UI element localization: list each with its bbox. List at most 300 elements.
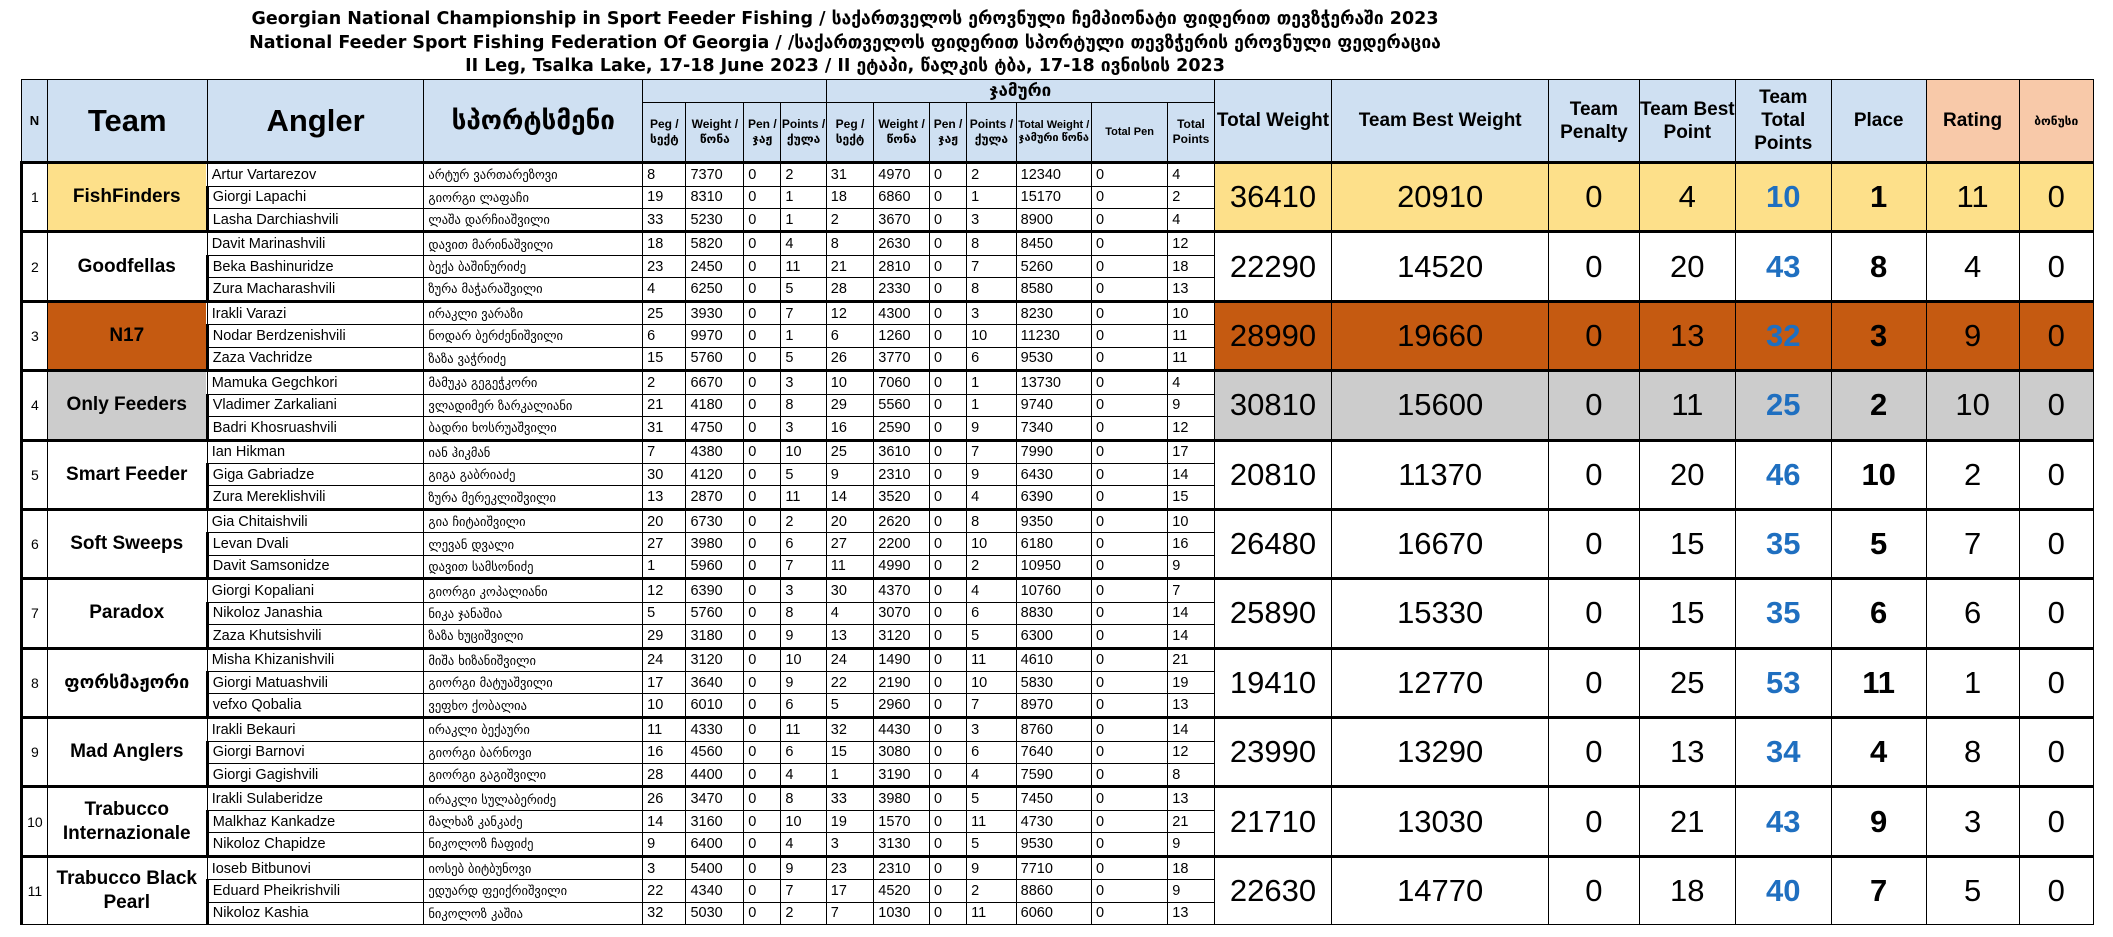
angler-tp: 14 <box>1168 625 1214 649</box>
team-name: Trabucco Internazionale <box>47 787 207 856</box>
angler-peg2: 2 <box>826 208 873 232</box>
angler-tp: 14 <box>1168 602 1214 624</box>
team-number: 10 <box>22 787 48 856</box>
angler-tpen: 0 <box>1091 672 1167 694</box>
angler-peg2: 21 <box>826 255 873 277</box>
angler-pt1: 2 <box>781 902 826 924</box>
angler-pt2: 4 <box>967 579 1017 603</box>
angler-tp: 12 <box>1168 232 1214 256</box>
angler-tw: 8830 <box>1016 602 1091 624</box>
angler-pen1: 0 <box>744 163 781 187</box>
angler-peg2: 3 <box>826 833 873 857</box>
angler-name-geo: მალხაზ კანკაძე <box>424 810 643 832</box>
angler-tp: 4 <box>1168 371 1214 395</box>
col-team-total-points-header: Team Total Points <box>1735 80 1831 163</box>
col-total-weight-header: Total Weight <box>1214 80 1332 163</box>
team-penalty: 0 <box>1549 856 1640 924</box>
angler-pt2: 3 <box>967 208 1017 232</box>
angler-name-geo: ზურა მერეკლიშვილი <box>424 486 643 510</box>
document-titles <box>0 8 1690 79</box>
col-n-header: N <box>22 80 48 163</box>
angler-w1: 6010 <box>686 694 744 718</box>
angler-tw: 9740 <box>1016 394 1091 416</box>
col-team-best-weight-header: Team Best Weight <box>1332 80 1549 163</box>
team-best-point: 20 <box>1639 440 1735 509</box>
angler-tpen: 0 <box>1091 718 1167 742</box>
angler-name-geo: გიორგი კოპალიანი <box>424 579 643 603</box>
team-best-weight: 15600 <box>1332 371 1549 440</box>
angler-name: Irakli Varazi <box>207 301 424 325</box>
team-rating: 10 <box>1926 371 2019 440</box>
team-bonus: 0 <box>2019 787 2094 856</box>
team-rating: 3 <box>1926 787 2019 856</box>
angler-w2: 2190 <box>874 672 930 694</box>
col-weight2-header: Weight / წონა <box>874 103 930 163</box>
angler-peg1: 28 <box>643 763 686 787</box>
angler-tpen: 0 <box>1091 186 1167 208</box>
angler-pt2: 7 <box>967 440 1017 464</box>
team-place: 10 <box>1831 440 1926 509</box>
angler-tp: 17 <box>1168 440 1214 464</box>
angler-peg1: 3 <box>643 856 686 880</box>
angler-pen2: 0 <box>929 694 966 718</box>
angler-peg2: 28 <box>826 278 873 302</box>
angler-pen1: 0 <box>744 787 781 811</box>
team-best-weight: 14770 <box>1332 856 1549 924</box>
angler-pt1: 1 <box>781 186 826 208</box>
angler-tp: 13 <box>1168 694 1214 718</box>
col-rating-header: Rating <box>1926 80 2019 163</box>
angler-name-geo: ედუარდ ფეიქრიშვილი <box>424 880 643 902</box>
angler-pt2: 1 <box>967 371 1017 395</box>
team-best-point: 13 <box>1639 718 1735 787</box>
angler-w1: 4330 <box>686 718 744 742</box>
angler-pen2: 0 <box>929 163 966 187</box>
angler-tw: 6300 <box>1016 625 1091 649</box>
angler-tpen: 0 <box>1091 602 1167 624</box>
angler-tpen: 0 <box>1091 625 1167 649</box>
angler-w1: 5760 <box>686 602 744 624</box>
angler-name: Misha Khizanishvili <box>207 648 424 672</box>
angler-tp: 9 <box>1168 833 1214 857</box>
team-name: FishFinders <box>47 163 207 232</box>
team-rating: 5 <box>1926 856 2019 924</box>
angler-tpen: 0 <box>1091 347 1167 371</box>
angler-pen1: 0 <box>744 440 781 464</box>
col-total-weight-sm-header: Total Weight / ჯამური წონა <box>1016 103 1091 163</box>
angler-name-geo: ზაზა ვაჭრიძე <box>424 347 643 371</box>
angler-w2: 1030 <box>874 902 930 924</box>
angler-name: Davit Samsonidze <box>207 555 424 579</box>
angler-pt1: 2 <box>781 509 826 533</box>
team-best-weight: 20910 <box>1332 163 1549 232</box>
angler-tp: 18 <box>1168 255 1214 277</box>
title-line-1: Georgian National Championship in Sport Feeder Fishing / საქართველოს ეროვნული ჩემპიონატი ფიდერით თევზჭერაში 2023 <box>251 9 1439 29</box>
angler-pt1: 3 <box>781 416 826 440</box>
angler-name: Artur Vartarezov <box>207 163 424 187</box>
col-angler-header: Angler <box>207 80 424 163</box>
col-pen2-header: Pen / ჯაჟ <box>929 103 966 163</box>
angler-pen2: 0 <box>929 555 966 579</box>
angler-pt1: 2 <box>781 163 826 187</box>
angler-name: Levan Dvali <box>207 533 424 555</box>
angler-peg1: 30 <box>643 464 686 486</box>
team-place: 8 <box>1831 232 1926 301</box>
angler-w2: 2310 <box>874 856 930 880</box>
team-bonus: 0 <box>2019 163 2094 232</box>
angler-tw: 8900 <box>1016 208 1091 232</box>
team-penalty: 0 <box>1549 301 1640 370</box>
team-place: 5 <box>1831 509 1926 578</box>
angler-pt1: 5 <box>781 347 826 371</box>
angler-w1: 4180 <box>686 394 744 416</box>
angler-tw: 8230 <box>1016 301 1091 325</box>
angler-name-geo: გიორგი ბარნოვი <box>424 741 643 763</box>
team-number: 11 <box>22 856 48 924</box>
angler-tw: 13730 <box>1016 371 1091 395</box>
angler-pt1: 8 <box>781 394 826 416</box>
team-place: 6 <box>1831 579 1926 648</box>
team-name: Smart Feeder <box>47 440 207 509</box>
team-total-weight: 20810 <box>1214 440 1332 509</box>
angler-pen2: 0 <box>929 672 966 694</box>
angler-tp: 13 <box>1168 278 1214 302</box>
angler-pen1: 0 <box>744 371 781 395</box>
team-total-weight: 22630 <box>1214 856 1332 924</box>
angler-name-geo: ლაშა დარჩიაშვილი <box>424 208 643 232</box>
angler-w2: 2960 <box>874 694 930 718</box>
angler-tw: 7590 <box>1016 763 1091 787</box>
table-row <box>22 648 2094 672</box>
angler-pen1: 0 <box>744 602 781 624</box>
angler-peg2: 26 <box>826 347 873 371</box>
team-total-weight: 23990 <box>1214 718 1332 787</box>
team-number: 6 <box>22 509 48 578</box>
angler-peg2: 13 <box>826 625 873 649</box>
angler-name-geo: ბექა ბაშინურიძე <box>424 255 643 277</box>
angler-pt1: 5 <box>781 278 826 302</box>
angler-pt2: 4 <box>967 763 1017 787</box>
angler-w2: 3610 <box>874 440 930 464</box>
angler-peg1: 6 <box>643 325 686 347</box>
angler-pen2: 0 <box>929 533 966 555</box>
angler-pen2: 0 <box>929 394 966 416</box>
angler-tpen: 0 <box>1091 856 1167 880</box>
angler-name-geo: ნიკოლოზ კაშია <box>424 902 643 924</box>
angler-w1: 6730 <box>686 509 744 533</box>
angler-name: Eduard Pheikrishvili <box>207 880 424 902</box>
angler-w2: 1490 <box>874 648 930 672</box>
angler-pen1: 0 <box>744 810 781 832</box>
angler-pen1: 0 <box>744 625 781 649</box>
team-number: 7 <box>22 579 48 648</box>
angler-pt1: 1 <box>781 325 826 347</box>
team-penalty: 0 <box>1549 371 1640 440</box>
angler-tp: 14 <box>1168 718 1214 742</box>
angler-tpen: 0 <box>1091 810 1167 832</box>
team-best-point: 15 <box>1639 509 1735 578</box>
angler-w1: 6390 <box>686 579 744 603</box>
angler-name: Giorgi Gagishvili <box>207 763 424 787</box>
angler-name-geo: დავით მარინაშვილი <box>424 232 643 256</box>
angler-pen2: 0 <box>929 602 966 624</box>
title-line-2: National Feeder Sport Fishing Federation Of Georgia / /საქართველოს ფიდერით სპორტული თევზჭერის ეროვნული ფედერაცია <box>249 32 1441 53</box>
angler-peg2: 20 <box>826 509 873 533</box>
angler-pen1: 0 <box>744 533 781 555</box>
angler-name-geo: ვეფხო ქობალია <box>424 694 643 718</box>
angler-peg2: 5 <box>826 694 873 718</box>
angler-pen1: 0 <box>744 555 781 579</box>
team-total-weight: 21710 <box>1214 787 1332 856</box>
team-penalty: 0 <box>1549 579 1640 648</box>
angler-peg1: 29 <box>643 625 686 649</box>
angler-name-geo: ნოდარ ბერძენიშვილი <box>424 325 643 347</box>
angler-pt1: 3 <box>781 579 826 603</box>
angler-pen2: 0 <box>929 232 966 256</box>
angler-peg1: 27 <box>643 533 686 555</box>
angler-w2: 2330 <box>874 278 930 302</box>
team-rating: 7 <box>1926 509 2019 578</box>
angler-pen2: 0 <box>929 301 966 325</box>
team-place: 4 <box>1831 718 1926 787</box>
angler-w2: 2810 <box>874 255 930 277</box>
team-best-weight: 16670 <box>1332 509 1549 578</box>
table-row <box>22 856 2094 880</box>
angler-peg1: 33 <box>643 208 686 232</box>
angler-tpen: 0 <box>1091 579 1167 603</box>
angler-name: vefxo Qobalia <box>207 694 424 718</box>
angler-name: Vladimer Zarkaliani <box>207 394 424 416</box>
angler-tpen: 0 <box>1091 163 1167 187</box>
angler-tw: 9530 <box>1016 833 1091 857</box>
angler-name: Giga Gabriadze <box>207 464 424 486</box>
angler-tp: 18 <box>1168 856 1214 880</box>
angler-pt2: 8 <box>967 509 1017 533</box>
angler-pen2: 0 <box>929 833 966 857</box>
angler-pen1: 0 <box>744 648 781 672</box>
angler-name-geo: ბადრი ხოსრუაშვილი <box>424 416 643 440</box>
team-penalty: 0 <box>1549 718 1640 787</box>
angler-tpen: 0 <box>1091 787 1167 811</box>
angler-name-geo: ირაკლი ბექაური <box>424 718 643 742</box>
angler-name-geo: ნიკოლოზ ჩაფიძე <box>424 833 643 857</box>
team-name: Paradox <box>47 579 207 648</box>
angler-tpen: 0 <box>1091 763 1167 787</box>
angler-peg1: 24 <box>643 648 686 672</box>
angler-w2: 3670 <box>874 208 930 232</box>
angler-pt1: 10 <box>781 648 826 672</box>
angler-pt1: 7 <box>781 880 826 902</box>
table-row <box>22 163 2094 187</box>
angler-w1: 4340 <box>686 880 744 902</box>
angler-pen1: 0 <box>744 741 781 763</box>
angler-peg2: 8 <box>826 232 873 256</box>
angler-peg2: 31 <box>826 163 873 187</box>
team-best-weight: 14520 <box>1332 232 1549 301</box>
team-best-point: 11 <box>1639 371 1735 440</box>
col-total-pen-header: Total Pen <box>1091 103 1167 163</box>
angler-pt1: 6 <box>781 533 826 555</box>
angler-tpen: 0 <box>1091 301 1167 325</box>
angler-name-geo: არტურ ვართარეზოვი <box>424 163 643 187</box>
angler-w2: 4300 <box>874 301 930 325</box>
angler-peg2: 12 <box>826 301 873 325</box>
team-total-points: 32 <box>1735 301 1831 370</box>
angler-tw: 8580 <box>1016 278 1091 302</box>
angler-pt1: 9 <box>781 625 826 649</box>
angler-pt2: 11 <box>967 902 1017 924</box>
angler-tp: 10 <box>1168 509 1214 533</box>
angler-w1: 2450 <box>686 255 744 277</box>
angler-name: Malkhaz Kankadze <box>207 810 424 832</box>
team-number: 1 <box>22 163 48 232</box>
team-total-weight: 22290 <box>1214 232 1332 301</box>
angler-pt2: 9 <box>967 856 1017 880</box>
col-team-header: Team <box>47 80 207 163</box>
angler-pt1: 1 <box>781 208 826 232</box>
angler-peg2: 22 <box>826 672 873 694</box>
team-total-points: 46 <box>1735 440 1831 509</box>
team-best-point: 4 <box>1639 163 1735 232</box>
angler-pen1: 0 <box>744 464 781 486</box>
angler-pt1: 7 <box>781 301 826 325</box>
angler-name: Ian Hikman <box>207 440 424 464</box>
angler-tpen: 0 <box>1091 278 1167 302</box>
angler-pen1: 0 <box>744 763 781 787</box>
angler-tpen: 0 <box>1091 371 1167 395</box>
angler-w2: 3080 <box>874 741 930 763</box>
team-bonus: 0 <box>2019 301 2094 370</box>
angler-pt1: 7 <box>781 555 826 579</box>
angler-tw: 9530 <box>1016 347 1091 371</box>
angler-name: Badri Khosruashvili <box>207 416 424 440</box>
angler-pt2: 5 <box>967 625 1017 649</box>
angler-w1: 4400 <box>686 763 744 787</box>
angler-tw: 6390 <box>1016 486 1091 510</box>
angler-name-geo: მიშა ხიზანიშვილი <box>424 648 643 672</box>
angler-tp: 9 <box>1168 555 1214 579</box>
team-best-point: 15 <box>1639 579 1735 648</box>
angler-tw: 7710 <box>1016 856 1091 880</box>
angler-tw: 7640 <box>1016 741 1091 763</box>
angler-peg1: 17 <box>643 672 686 694</box>
angler-w1: 7370 <box>686 163 744 187</box>
angler-tw: 4610 <box>1016 648 1091 672</box>
angler-peg2: 1 <box>826 763 873 787</box>
angler-peg2: 17 <box>826 880 873 902</box>
angler-w2: 6860 <box>874 186 930 208</box>
angler-pen1: 0 <box>744 694 781 718</box>
angler-pt1: 8 <box>781 787 826 811</box>
angler-pt2: 6 <box>967 347 1017 371</box>
angler-pen1: 0 <box>744 186 781 208</box>
angler-pt2: 7 <box>967 694 1017 718</box>
angler-w1: 5230 <box>686 208 744 232</box>
angler-name: Nikoloz Kashia <box>207 902 424 924</box>
angler-peg2: 4 <box>826 602 873 624</box>
table-row <box>22 787 2094 811</box>
angler-tpen: 0 <box>1091 741 1167 763</box>
angler-tp: 11 <box>1168 325 1214 347</box>
angler-name: Gia Chitaishvili <box>207 509 424 533</box>
angler-tp: 9 <box>1168 394 1214 416</box>
team-best-weight: 19660 <box>1332 301 1549 370</box>
team-place: 7 <box>1831 856 1926 924</box>
angler-name-geo: ზაზა ხუციშვილი <box>424 625 643 649</box>
angler-tpen: 0 <box>1091 208 1167 232</box>
team-penalty: 0 <box>1549 648 1640 717</box>
angler-name: Irakli Bekauri <box>207 718 424 742</box>
angler-name-geo: გიორგი ლაფაჩი <box>424 186 643 208</box>
angler-pen1: 0 <box>744 486 781 510</box>
angler-pen2: 0 <box>929 810 966 832</box>
angler-tp: 2 <box>1168 186 1214 208</box>
team-penalty: 0 <box>1549 232 1640 301</box>
angler-w1: 9970 <box>686 325 744 347</box>
angler-peg1: 18 <box>643 232 686 256</box>
angler-tw: 15170 <box>1016 186 1091 208</box>
angler-tp: 10 <box>1168 301 1214 325</box>
angler-tpen: 0 <box>1091 902 1167 924</box>
angler-w2: 3520 <box>874 486 930 510</box>
angler-peg2: 16 <box>826 416 873 440</box>
team-penalty: 0 <box>1549 787 1640 856</box>
angler-w2: 1260 <box>874 325 930 347</box>
angler-name: Zaza Khutsishvili <box>207 625 424 649</box>
angler-w1: 5400 <box>686 856 744 880</box>
angler-tw: 6180 <box>1016 533 1091 555</box>
angler-name: Giorgi Matuashvili <box>207 672 424 694</box>
team-number: 4 <box>22 371 48 440</box>
angler-tp: 7 <box>1168 579 1214 603</box>
angler-w2: 3190 <box>874 763 930 787</box>
angler-pt1: 4 <box>781 833 826 857</box>
angler-w2: 3070 <box>874 602 930 624</box>
angler-tw: 10950 <box>1016 555 1091 579</box>
team-total-points: 10 <box>1735 163 1831 232</box>
team-place: 9 <box>1831 787 1926 856</box>
team-best-point: 18 <box>1639 856 1735 924</box>
title-line-3: II Leg, Tsalka Lake, 17-18 June 2023 / II ეტაპი, წალკის ტბა, 17-18 ივნისის 2023 <box>465 56 1225 76</box>
table-row <box>22 440 2094 464</box>
angler-tpen: 0 <box>1091 416 1167 440</box>
angler-w1: 4120 <box>686 464 744 486</box>
angler-peg1: 23 <box>643 255 686 277</box>
angler-peg1: 20 <box>643 509 686 533</box>
team-rating: 6 <box>1926 579 2019 648</box>
team-rating: 9 <box>1926 301 2019 370</box>
angler-name-geo: გიორგი გაგიშვილი <box>424 763 643 787</box>
angler-tw: 8860 <box>1016 880 1091 902</box>
team-name: Mad Anglers <box>47 718 207 787</box>
angler-tw: 7990 <box>1016 440 1091 464</box>
angler-w2: 4990 <box>874 555 930 579</box>
angler-pen2: 0 <box>929 440 966 464</box>
angler-w1: 3180 <box>686 625 744 649</box>
angler-tp: 21 <box>1168 810 1214 832</box>
angler-pen2: 0 <box>929 787 966 811</box>
col-team-penalty-header: Team Penalty <box>1549 80 1640 163</box>
angler-pen2: 0 <box>929 763 966 787</box>
angler-pt2: 3 <box>967 301 1017 325</box>
angler-pt2: 8 <box>967 278 1017 302</box>
angler-pt2: 9 <box>967 416 1017 440</box>
angler-w2: 2620 <box>874 509 930 533</box>
col-points1-header: Points / ქულა <box>781 103 826 163</box>
angler-tpen: 0 <box>1091 486 1167 510</box>
angler-peg2: 24 <box>826 648 873 672</box>
angler-pt2: 1 <box>967 186 1017 208</box>
